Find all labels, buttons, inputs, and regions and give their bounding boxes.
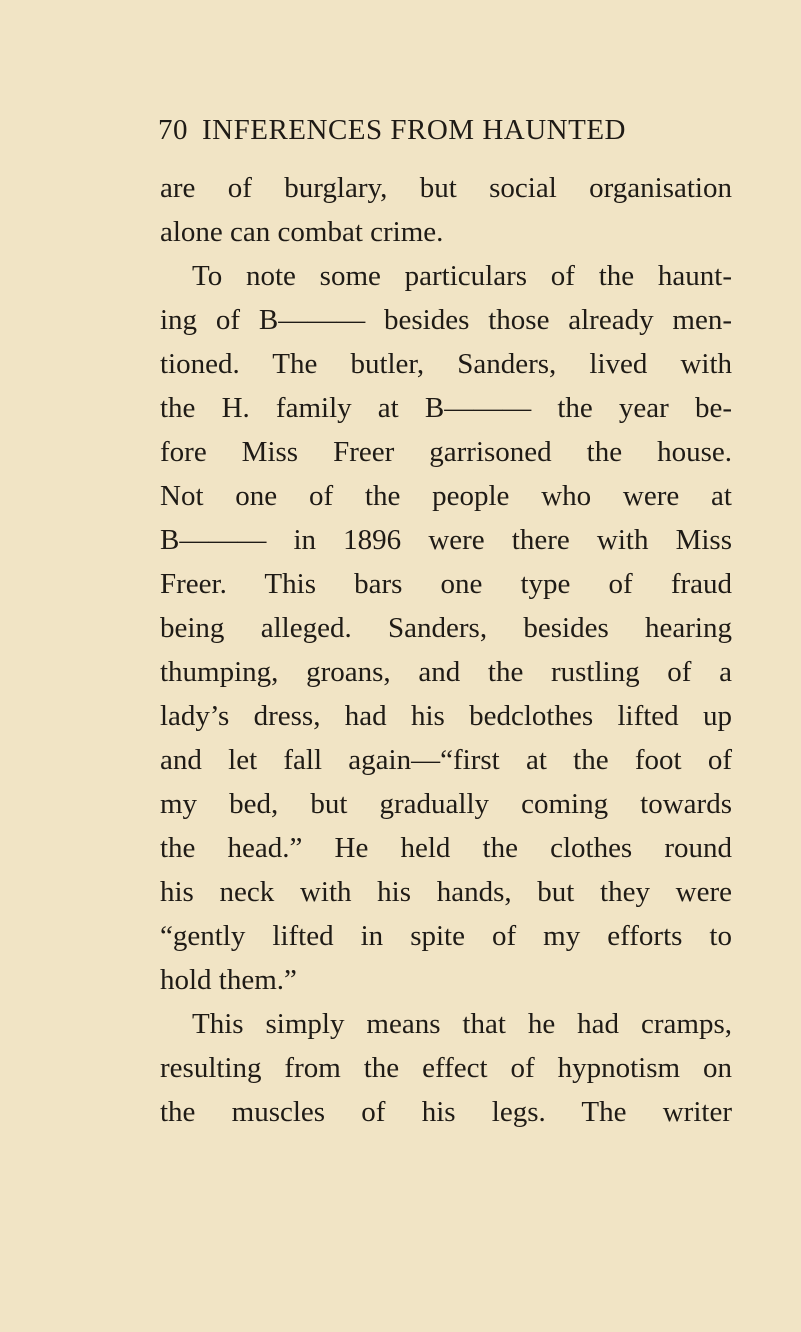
text-line: the H. family at B——— the year be- [160,392,732,424]
running-title: INFERENCES FROM HAUNTED [202,114,626,146]
text-line: resulting from the effect of hypnotism on [160,1052,732,1084]
text-line: fore Miss Freer garrisoned the house. [160,436,732,468]
paragraph-start-line: This simply means that he had cramps, [192,1008,732,1040]
text-line: his neck with his hands, but they were [160,876,732,908]
text-line: B——— in 1896 were there with Miss [160,524,732,556]
text-line: alone can combat crime. [160,216,444,248]
text-line: hold them.” [160,964,297,996]
text-line: lady’s dress, had his bedclothes lifted up [160,700,732,732]
text-line: the head.” He held the clothes round [160,832,732,864]
text-line: and let fall again—“first at the foot of [160,744,732,776]
text-line: my bed, but gradually coming towards [160,788,732,820]
text-line: Freer. This bars one type of fraud [160,568,732,600]
text-line: the muscles of his legs. The writer [160,1096,732,1128]
text-line: ing of B——— besides those already men- [160,304,732,336]
text-line: tioned. The butler, Sanders, lived with [160,348,732,380]
body-text [160,166,732,1134]
text-line: “gently lifted in spite of my efforts to [160,920,732,952]
paragraph-start-line: To note some particulars of the haunt- [192,260,732,292]
running-head [158,112,738,148]
text-line: being alleged. Sanders, besides hearing [160,612,732,644]
text-line: thumping, groans, and the rustling of a [160,656,732,688]
page-number: 70 [158,114,188,146]
text-line: Not one of the people who were at [160,480,732,512]
text-line: are of burglary, but social organisation [160,172,732,204]
